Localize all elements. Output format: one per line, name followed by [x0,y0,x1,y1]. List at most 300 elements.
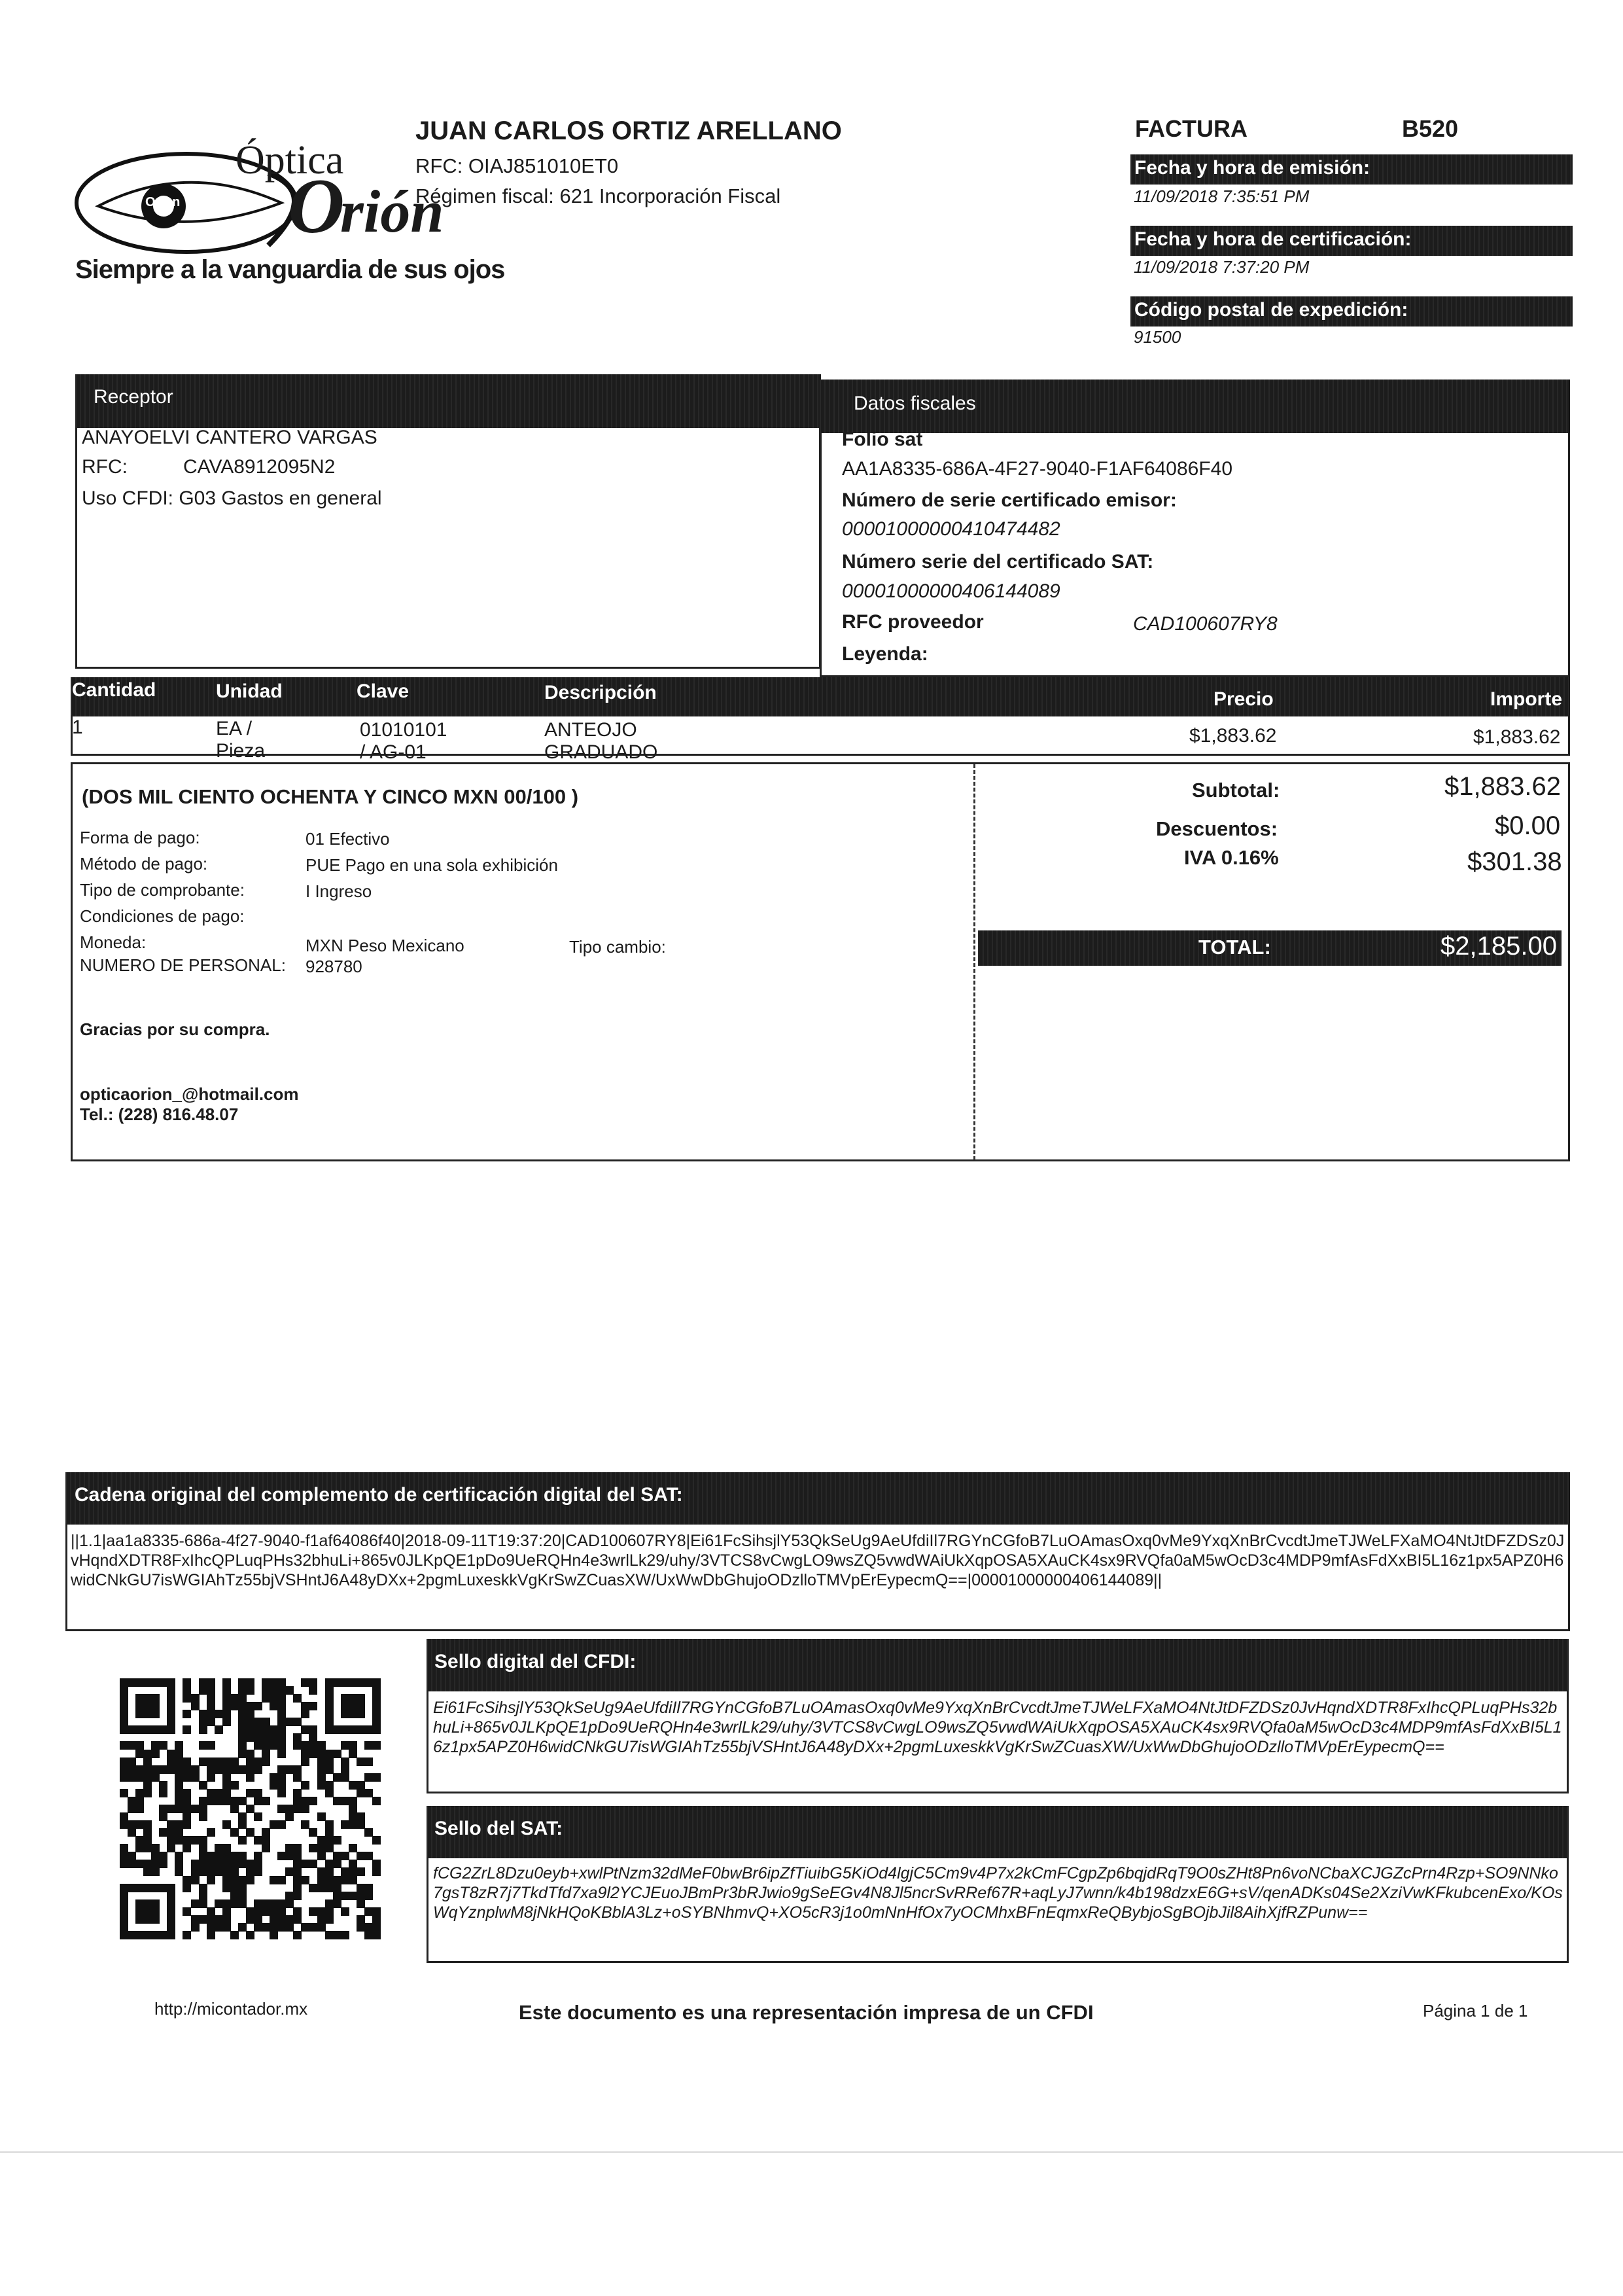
qr-module [183,1820,191,1829]
qr-module [128,1797,136,1805]
qr-module [309,1844,317,1852]
qr-module [151,1884,160,1892]
qr-module [151,1741,160,1750]
col-header-precio: Precio [1213,688,1274,710]
qr-module [215,1923,223,1932]
qr-module [293,1876,302,1884]
company-logo [72,138,505,294]
qr-module [143,1750,152,1758]
qr-module [254,1765,262,1774]
qr-module [270,1678,278,1687]
qr-module [230,1892,239,1900]
qr-module [183,1876,191,1884]
qr-module [183,1725,191,1734]
qr-module [215,1789,223,1797]
qr-module [333,1860,341,1868]
qr-module [246,1725,254,1734]
qr-module [262,1907,270,1916]
qr-module [151,1915,160,1924]
qr-module [270,1915,278,1924]
qr-module [301,1710,309,1718]
qr-module [230,1931,239,1939]
qr-module [301,1860,309,1868]
qr-module [372,1797,381,1805]
qr-module [151,1765,160,1774]
metodo-label: Método de pago: [80,854,208,874]
qr-module [207,1923,215,1932]
qr-module [341,1892,349,1900]
qr-module [309,1907,317,1916]
qr-module [120,1884,128,1892]
qr-module [309,1828,317,1837]
qr-module [341,1931,349,1939]
qr-module [333,1884,341,1892]
qr-module [357,1820,365,1829]
qr-module [246,1765,254,1774]
qr-module [183,1931,191,1939]
qr-module [317,1765,326,1774]
qr-module [349,1812,357,1821]
qr-module [207,1765,215,1774]
qr-module [175,1836,183,1845]
qr-module [246,1789,254,1797]
qr-module [277,1820,286,1829]
leyenda-label: Leyenda: [842,643,928,665]
qr-module [372,1931,381,1939]
emision-value: 11/09/2018 7:35:51 PM [1134,186,1310,206]
qr-module [120,1757,128,1766]
qr-module [246,1710,254,1718]
qr-module [325,1907,334,1916]
qr-module [128,1884,136,1892]
qr-module [207,1694,215,1703]
qr-module [207,1907,215,1916]
qr-module [262,1718,270,1726]
qr-module [230,1805,239,1813]
qr-module [215,1797,223,1805]
qr-module [207,1710,215,1718]
thanks-text: Gracias por su compra. [80,1019,270,1039]
qr-module [128,1773,136,1782]
qr-module [277,1733,286,1742]
qr-module [151,1678,160,1687]
qr-module [135,1797,144,1805]
qr-module [128,1828,136,1837]
qr-module [135,1710,144,1718]
qr-module [167,1678,175,1687]
qr-module [277,1694,286,1703]
qr-module [333,1931,341,1939]
metodo-value: PUE Pago en una sola exhibición [305,855,558,875]
qr-module [183,1805,191,1813]
qr-module [135,1805,144,1813]
qr-module [222,1915,231,1924]
qr-module [222,1686,231,1695]
qr-module [357,1899,365,1908]
qr-module [317,1781,326,1790]
qr-module [230,1899,239,1908]
qr-module [341,1741,349,1750]
qr-module [254,1789,262,1797]
qr-module [151,1773,160,1782]
qr-module [151,1750,160,1758]
qr-module [301,1757,309,1766]
qr-module [325,1710,334,1718]
total-label: TOTAL: [1198,936,1271,959]
qr-module [215,1852,223,1860]
qr-module [325,1828,334,1837]
qr-module [285,1892,294,1900]
qr-module [143,1781,152,1790]
qr-module [277,1915,286,1924]
qr-module [325,1765,334,1774]
qr-module [372,1923,381,1932]
qr-module [364,1789,373,1797]
qr-module [167,1907,175,1916]
col-header-clave: Clave [357,680,410,702]
qr-module [128,1741,136,1750]
receptor-name: ANAYOELVI CANTERO VARGAS [82,427,377,448]
qr-module [183,1757,191,1766]
qr-module [341,1757,349,1766]
qr-module [151,1852,160,1860]
qr-module [364,1884,373,1892]
details-divider [973,764,975,1160]
qr-module [151,1931,160,1939]
qr-module [277,1899,286,1908]
moneda-label: Moneda: [80,932,147,952]
qr-module [372,1710,381,1718]
receptor-rfc-label: RFC: [82,456,128,478]
qr-module [357,1812,365,1821]
tipo-cambio-label: Tipo cambio: [569,937,666,957]
qr-module [222,1876,231,1884]
qr-module [230,1765,239,1774]
qr-module [341,1773,349,1782]
qr-module [143,1702,152,1710]
qr-module [309,1741,317,1750]
items-header-bar [71,677,1570,716]
qr-module [199,1725,207,1734]
qr-module [270,1702,278,1710]
qr-module [151,1867,160,1876]
qr-module [357,1892,365,1900]
qr-module [199,1718,207,1726]
qr-module [246,1860,254,1868]
qr-module [293,1733,302,1742]
qr-module [207,1757,215,1766]
qr-module [372,1860,381,1868]
qr-module [222,1789,231,1797]
qr-module [159,1884,167,1892]
qr-module [128,1860,136,1868]
qr-module [191,1702,200,1710]
moneda-value: MXN Peso Mexicano [305,936,464,955]
qr-module [246,1702,254,1710]
qr-module [222,1765,231,1774]
amount-in-words: (DOS MIL CIENTO OCHENTA Y CINCO MXN 00/100 ) [82,785,579,808]
qr-module [135,1899,144,1908]
row-precio: $1,883.62 [1189,725,1277,747]
qr-module [270,1741,278,1750]
qr-module [191,1805,200,1813]
qr-module [167,1686,175,1695]
qr-module [372,1915,381,1924]
qr-module [167,1899,175,1908]
serie-sat-value: 00001000000406144089 [842,580,1060,602]
qr-module [120,1725,128,1734]
qr-module [238,1884,247,1892]
qr-module [199,1860,207,1868]
qr-module [167,1757,175,1766]
qr-module [199,1844,207,1852]
qr-module [277,1923,286,1932]
qr-module [120,1773,128,1782]
qr-module [159,1931,167,1939]
qr-module [222,1710,231,1718]
qr-module [120,1812,128,1821]
qr-module [222,1844,231,1852]
qr-module [120,1694,128,1703]
qr-module [372,1907,381,1916]
qr-module [199,1915,207,1924]
qr-module [175,1789,183,1797]
qr-module [301,1876,309,1884]
qr-module [183,1836,191,1845]
tipo-comprobante-label: Tipo de comprobante: [80,880,245,900]
qr-module [151,1899,160,1908]
qr-module [262,1828,270,1837]
iva-value: $301.38 [1467,847,1562,876]
receptor-header: Receptor [75,374,821,428]
row-descripcion: ANTEOJO GRADUADO [544,719,658,763]
qr-module [135,1789,144,1797]
qr-module [254,1836,262,1845]
qr-module [372,1702,381,1710]
qr-module [222,1907,231,1916]
qr-module [293,1694,302,1703]
qr-module [199,1836,207,1845]
qr-module [293,1773,302,1782]
qr-module [357,1867,365,1876]
footer-url[interactable]: http://micontador.mx [154,1999,308,2019]
qr-module [135,1844,144,1852]
descuentos-value: $0.00 [1495,811,1561,840]
qr-module [341,1867,349,1876]
qr-module [325,1702,334,1710]
qr-module [317,1852,326,1860]
qr-module [357,1884,365,1892]
qr-module [120,1844,128,1852]
items-row-box [71,715,1570,756]
qr-module [270,1820,278,1829]
col-header-cantidad: Cantidad [72,679,156,701]
qr-module [372,1694,381,1703]
qr-module [254,1741,262,1750]
qr-module [183,1710,191,1718]
qr-module [238,1876,247,1884]
qr-module [277,1678,286,1687]
qr-module [207,1828,215,1837]
qr-module [254,1812,262,1821]
qr-module [199,1852,207,1860]
qr-module [128,1931,136,1939]
qr-module [143,1725,152,1734]
qr-module [199,1805,207,1813]
qr-module [301,1741,309,1750]
qr-module [357,1781,365,1790]
qr-module [372,1836,381,1845]
logo-brand-top: Óptica [236,138,344,183]
qr-module [254,1860,262,1868]
qr-module [254,1718,262,1726]
qr-module [238,1797,247,1805]
qr-module [159,1741,167,1750]
emision-label: Fecha y hora de emisión: [1130,154,1573,185]
qr-module [207,1741,215,1750]
qr-module [199,1741,207,1750]
qr-module [143,1931,152,1939]
qr-module [230,1860,239,1868]
qr-module [167,1718,175,1726]
forma-label: Forma de pago: [80,828,200,847]
qr-module [230,1867,239,1876]
qr-module [183,1694,191,1703]
qr-module [199,1686,207,1695]
qr-module [254,1923,262,1932]
qr-module [254,1797,262,1805]
qr-module [372,1686,381,1695]
qr-module [262,1844,270,1852]
qr-module [325,1686,334,1695]
qr-module [246,1773,254,1782]
qr-module [325,1931,334,1939]
qr-module [222,1773,231,1782]
qr-module [222,1899,231,1908]
qr-module [167,1725,175,1734]
qr-module [349,1725,357,1734]
footer-note: Este documento es una representación impresa de un CFDI [519,2001,1094,2024]
qr-module [301,1923,309,1932]
qr-module [238,1741,247,1750]
qr-module [341,1694,349,1703]
qr-module [207,1702,215,1710]
sello-sat-header: Sello del SAT: [427,1806,1569,1858]
qr-module [222,1884,231,1892]
qr-module [277,1805,286,1813]
qr-module [262,1686,270,1695]
qr-module [135,1820,144,1829]
qr-module [317,1812,326,1821]
qr-module [207,1773,215,1782]
qr-module [277,1750,286,1758]
qr-module [325,1876,334,1884]
qr-module [159,1828,167,1837]
qr-module [167,1765,175,1774]
qr-module [317,1750,326,1758]
issuer-regimen: Régimen fiscal: 621 Incorporación Fiscal [415,185,781,207]
qr-module [222,1702,231,1710]
qr-module [207,1876,215,1884]
qr-module [372,1678,381,1687]
qr-module [357,1694,365,1703]
invoice-number: B520 [1402,115,1459,142]
qr-module [222,1678,231,1687]
qr-module [199,1678,207,1687]
certificacion-value: 11/09/2018 7:37:20 PM [1134,257,1310,277]
forma-value: 01 Efectivo [305,829,390,849]
issuer-name: JUAN CARLOS ORTIZ ARELLANO [415,116,842,145]
qr-module [143,1899,152,1908]
qr-module [277,1702,286,1710]
qr-module [293,1931,302,1939]
qr-module [293,1892,302,1900]
footer-page: Página 1 de 1 [1423,2001,1528,2021]
qr-module [325,1781,334,1790]
numero-personal-value: 928780 [305,957,362,976]
qr-module [277,1781,286,1790]
qr-module [285,1915,294,1924]
qr-module [277,1852,286,1860]
qr-module [364,1931,373,1939]
qr-module [230,1884,239,1892]
qr-module [175,1781,183,1790]
qr-module [246,1686,254,1695]
qr-module [293,1860,302,1868]
sello-cfdi-header: Sello digital del CFDI: [427,1639,1569,1691]
qr-module [183,1907,191,1916]
receptor-uso-cfdi: Uso CFDI: G03 Gastos en general [82,487,382,509]
qr-module [325,1694,334,1703]
row-unidad: EA / Pieza [216,718,266,762]
qr-module [128,1805,136,1813]
qr-module [143,1678,152,1687]
qr-module [309,1797,317,1805]
qr-module [262,1923,270,1932]
qr-module [230,1876,239,1884]
qr-module [364,1725,373,1734]
qr-module [349,1702,357,1710]
qr-module [246,1915,254,1924]
qr-module [167,1923,175,1932]
qr-module [175,1741,183,1750]
qr-module [333,1892,341,1900]
qr-module [183,1773,191,1782]
qr-module [167,1750,175,1758]
qr-module [222,1860,231,1868]
certificacion-label: Fecha y hora de certificación: [1130,226,1573,256]
sello-sat-text: fCG2ZrL8Dzu0eyb+xwlPtNzm32dMeF0bwBr6ipZfTiuibG5KiOd4lgjC5Cm9v4P7x2kCmFCgpZp6bqjdRqT9O0sZHt8Pn6voNCbaXCJGZcPrn4Rzp+SO9NNko7gsT8zR7j7TkdTfd7xa9l2YCJEuoJBmPr3bRJwio9gSeEGv4N8Jl5ncrSvRRef67R+aqLyJ7wnn/k4b198dzxE6G+sV/qenADKs04Se2XziVwKFkubcenExo/KOsWqYznplwM8jNkHQoKBblA3Lz+oSYBNhmvQ+XO5cR3j1o0mNnHfOx7yOCMhxBFnEqmxReQBybjoSgBOjbJil8AihXjfRZPunw== [433,1864,1563,1922]
qr-module [333,1678,341,1687]
qr-module [215,1860,223,1868]
qr-module [135,1773,144,1782]
qr-module [309,1750,317,1758]
qr-module [151,1860,160,1868]
qr-module [230,1828,239,1837]
qr-module [128,1765,136,1774]
qr-module [254,1733,262,1742]
qr-module [207,1686,215,1695]
qr-module [333,1836,341,1845]
qr-module [183,1789,191,1797]
qr-module [199,1899,207,1908]
fiscal-header: Datos fiscales [820,380,1570,433]
folio-value: AA1A8335-686A-4F27-9040-F1AF64086F40 [842,458,1233,480]
qr-module [349,1876,357,1884]
qr-module [143,1828,152,1837]
qr-module [135,1915,144,1924]
qr-module [364,1828,373,1837]
